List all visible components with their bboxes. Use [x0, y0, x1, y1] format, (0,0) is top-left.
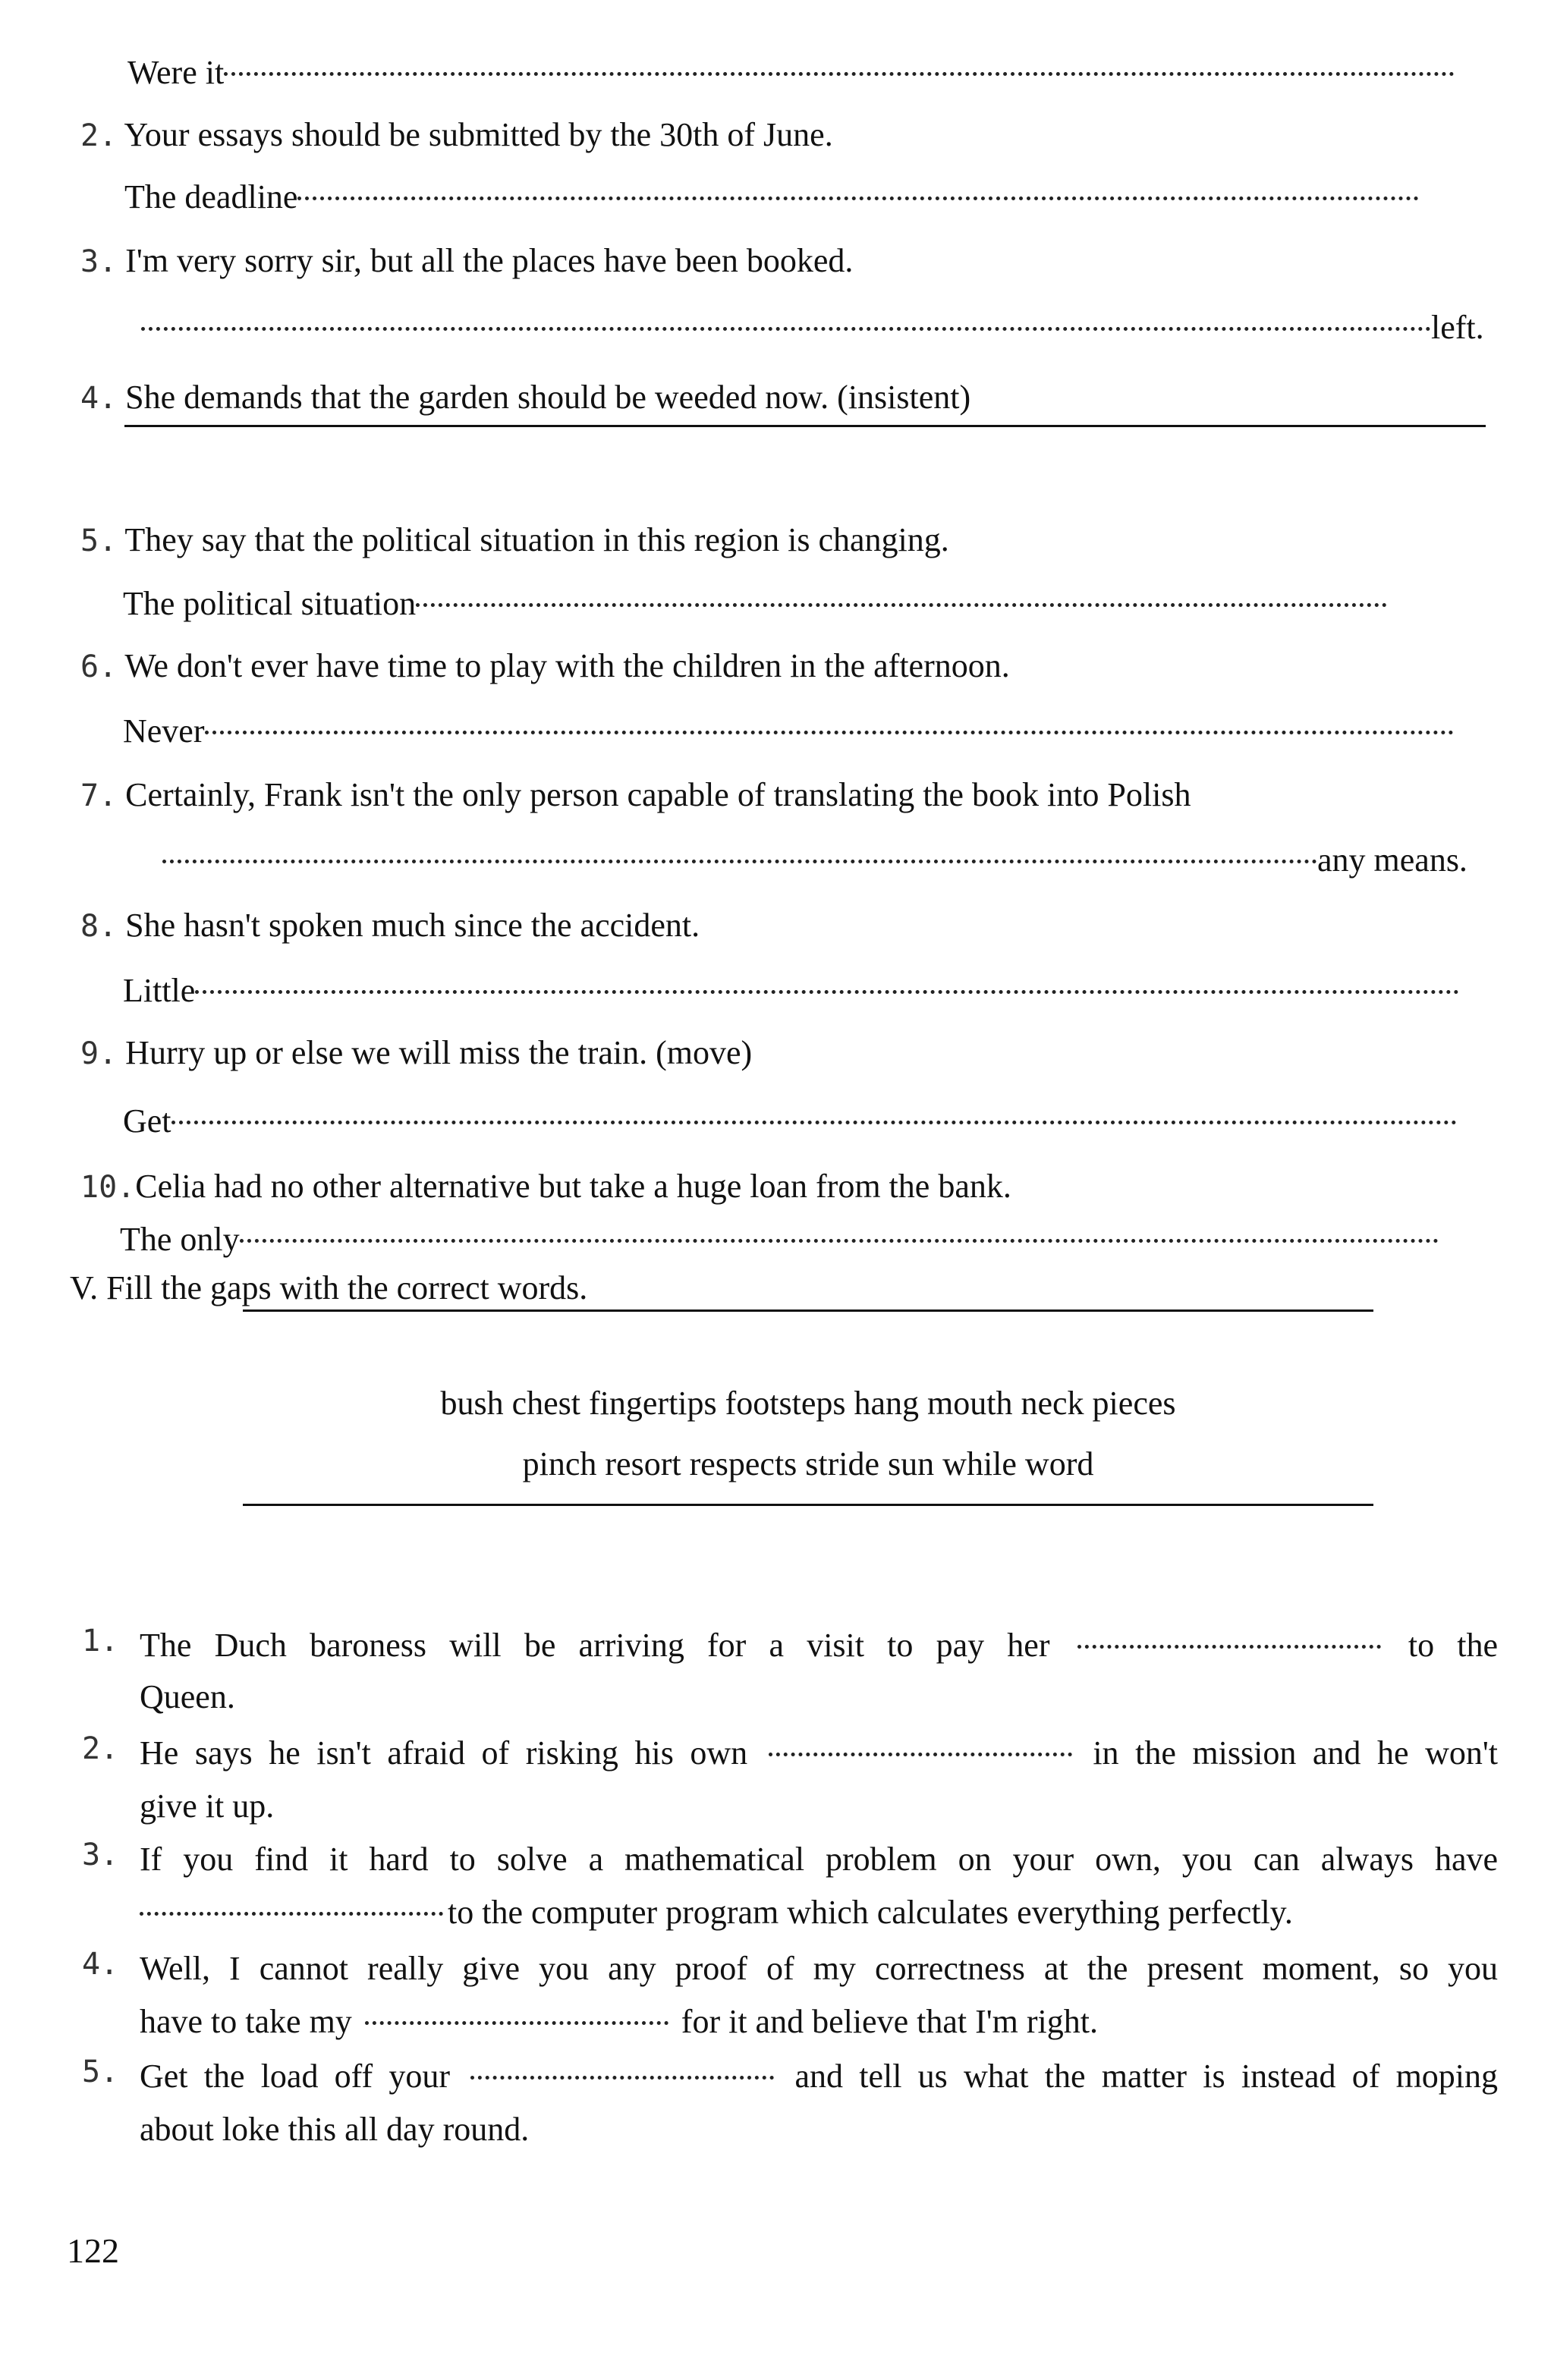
gap-item-3-line-2: to the computer program which calculates everything perfectly.	[140, 1886, 1293, 1939]
gap-blank[interactable]	[470, 2076, 774, 2080]
gap-item-1-line-1: The Duch baroness will be arriving for a visit to pay her to the	[140, 1627, 1499, 1664]
answer-line-1: Were it	[127, 52, 1455, 94]
word-bank-bottom-rule	[243, 1504, 1373, 1506]
gap-item-1-line-2: Queen.	[140, 1678, 235, 1715]
exercise-item-5: 5. They say that the political situation in this region is changing.	[80, 521, 949, 558]
exercise-item-9: 9. Hurry up or else we will miss the train. (move)	[80, 1034, 753, 1071]
gap-item-number: 4.	[82, 1947, 119, 1982]
answer-line-9: Get	[123, 1100, 1457, 1143]
exercise-item-3: 3. I'm very sorry sir, but all the places have been booked.	[80, 242, 854, 279]
answer-line-2: The deadline	[124, 176, 1419, 219]
gap-item-4-line-2: have to take my for it and believe that I'm right.	[140, 2003, 1099, 2040]
gap-item-2-line-1: He says he isn't afraid of risking his own in the mission and he won't	[140, 1734, 1498, 1772]
answer-dots[interactable]	[240, 1239, 1439, 1243]
exercise-item-2: 2. Your essays should be submitted by the 30th of June.	[80, 116, 833, 153]
gap-item-number: 1.	[82, 1624, 119, 1658]
section-heading: V. Fill the gaps with the correct words.	[70, 1269, 588, 1306]
answer-dots[interactable]	[297, 196, 1419, 200]
answer-line-5: The political situation	[123, 583, 1387, 625]
gap-item-5-line-1: Get the load off your and tell us what the matter is instead of moping	[140, 2058, 1499, 2095]
answer-line-8: Little	[123, 970, 1459, 1012]
gap-item-number: 3.	[82, 1838, 119, 1872]
answer-dots[interactable]	[205, 731, 1454, 734]
exercise-item-8: 8. She hasn't spoken much since the accident.	[80, 907, 700, 944]
gap-item-number: 2.	[82, 1731, 119, 1766]
exercise-item-4: 4. She demands that the garden should be weeded now. (insistent)	[80, 379, 971, 416]
answer-dots[interactable]	[224, 72, 1455, 76]
answer-line-3: left.	[141, 307, 1484, 349]
gap-item-5-line-2: about loke this all day round.	[140, 2111, 530, 2148]
answer-dots[interactable]	[171, 1121, 1457, 1124]
gap-blank[interactable]	[1077, 1645, 1381, 1649]
word-bank-line-2: pinch resort respects stride sun while word	[522, 1445, 1094, 1482]
word-bank-line-1: bush chest fingertips footsteps hang mouth neck pieces	[440, 1385, 1176, 1422]
answer-dots[interactable]	[162, 860, 1317, 863]
gap-item-number: 5.	[82, 2055, 119, 2089]
answer-dots[interactable]	[416, 603, 1387, 607]
gap-item-2-line-2: give it up.	[140, 1787, 275, 1825]
gap-blank[interactable]	[140, 1912, 443, 1916]
answer-line-10: The only	[120, 1218, 1439, 1261]
exercise-item-7: 7. Certainly, Frank isn't the only person capable of translating the book into Polish	[80, 776, 1191, 813]
answer-dots[interactable]	[141, 327, 1431, 331]
answer-line-6: Never	[123, 710, 1454, 753]
page-number: 122	[67, 2231, 119, 2270]
word-bank-top-rule	[243, 1309, 1373, 1312]
exercise-item-6: 6. We don't ever have time to play with the children in the afternoon.	[80, 647, 1010, 684]
answer-dots[interactable]	[195, 990, 1459, 994]
gap-item-3-line-1: If you find it hard to solve a mathematical problem on your own, you can always have	[140, 1841, 1498, 1878]
gap-blank[interactable]	[365, 2021, 668, 2025]
gap-blank[interactable]	[769, 1753, 1072, 1756]
answer-line-7: any means.	[162, 839, 1467, 882]
gap-item-4-line-1: Well, I cannot really give you any proof of my correctness at the present moment, so you	[140, 1950, 1498, 1987]
answer-underline-4[interactable]	[124, 425, 1486, 427]
exercise-item-10: 10.Celia had no other alternative but take a huge loan from the bank.	[80, 1168, 1011, 1205]
